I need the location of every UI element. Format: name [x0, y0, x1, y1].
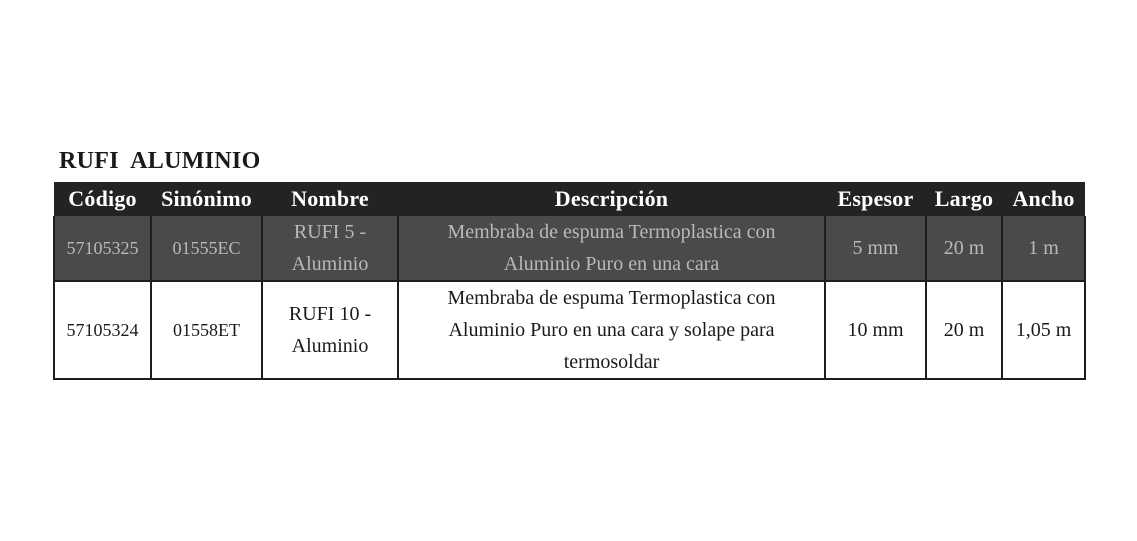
cell-espesor: 5 mm: [825, 216, 926, 281]
cell-ancho: 1,05 m: [1002, 281, 1085, 379]
cell-espesor: 10 mm: [825, 281, 926, 379]
cell-nombre-line: Aluminio: [291, 253, 369, 275]
cell-descripcion-line: Membraba de espuma Termoplastica con: [447, 221, 776, 243]
cell-nombre: [262, 216, 398, 281]
cell-descripcion-line: Aluminio Puro en una cara: [503, 253, 720, 275]
header-descripcion: Descripción: [398, 182, 825, 216]
cell-nombre-line: RUFI 10 -: [288, 303, 372, 325]
cell-ancho: 1 m: [1002, 216, 1085, 281]
header-codigo: Código: [54, 182, 151, 216]
cell-nombre-line: RUFI 5 -: [293, 221, 367, 243]
product-table: [53, 182, 1086, 380]
cell-descripcion-line: Membraba de espuma Termoplastica con: [447, 287, 776, 309]
table-title: RUFI ALUMINIO: [59, 148, 261, 174]
header-largo: Largo: [926, 182, 1002, 216]
cell-largo: 20 m: [926, 216, 1002, 281]
cell-codigo: 57105324: [54, 281, 151, 379]
cell-descripcion-line: termosoldar: [563, 351, 660, 373]
table-header-row: [54, 182, 1085, 216]
cell-largo: 20 m: [926, 281, 1002, 379]
cell-nombre: [262, 281, 398, 379]
table-row: [54, 216, 1085, 281]
cell-descripcion: [398, 281, 825, 379]
header-ancho: Ancho: [1002, 182, 1085, 216]
header-espesor: Espesor: [825, 182, 926, 216]
cell-descripcion-line: Aluminio Puro en una cara y solape para: [448, 319, 775, 341]
cell-codigo: 57105325: [54, 216, 151, 281]
header-nombre: Nombre: [262, 182, 398, 216]
cell-sinonimo: 01555EC: [151, 216, 262, 281]
header-sinonimo: Sinónimo: [151, 182, 262, 216]
cell-descripcion: [398, 216, 825, 281]
table-row: [54, 281, 1085, 379]
cell-nombre-line: Aluminio: [291, 335, 369, 357]
cell-sinonimo: 01558ET: [151, 281, 262, 379]
